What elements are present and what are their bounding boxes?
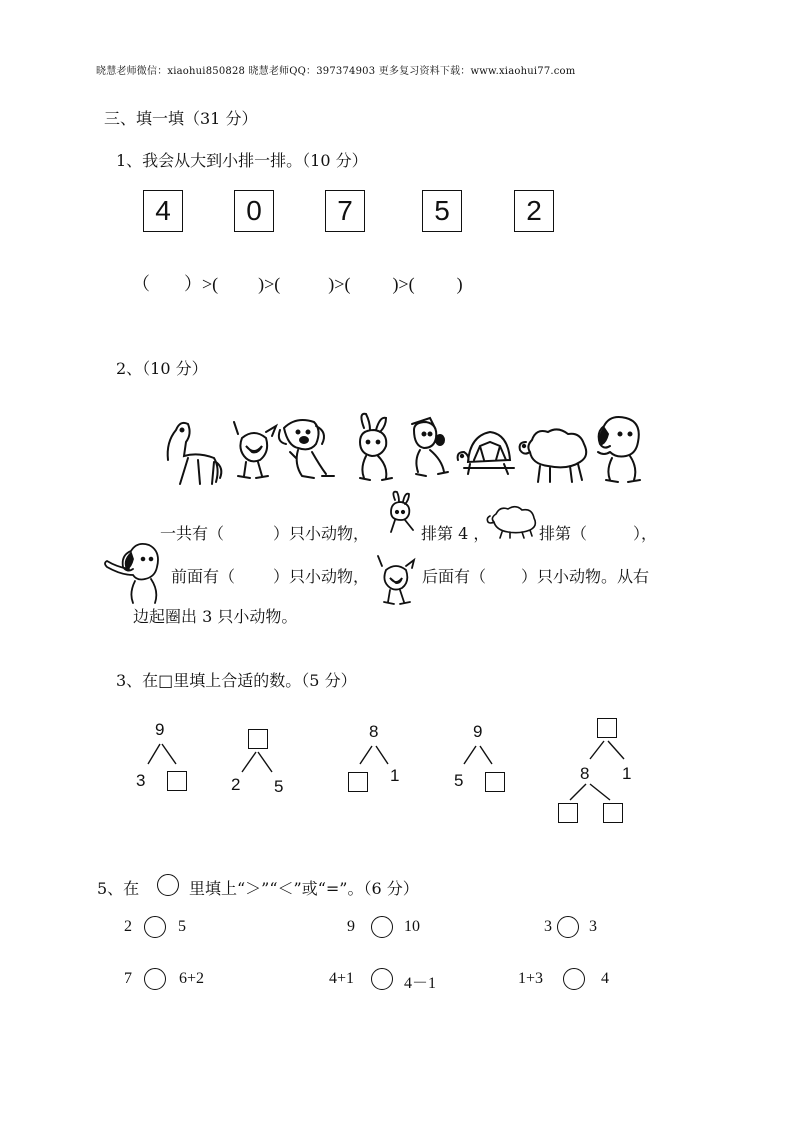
compare-right: 4	[601, 970, 609, 987]
compare-circle[interactable]	[371, 968, 393, 990]
q2-line1-b: ）只小动物，	[273, 524, 370, 543]
tree-top-number: 9	[155, 720, 165, 739]
q2-line2-b: ）只小动物，	[273, 567, 370, 586]
blank[interactable]: )>(	[258, 274, 281, 294]
compare-circle[interactable]	[144, 916, 166, 938]
tree-branches	[580, 741, 636, 763]
q2-line1-d: 排第（	[539, 524, 588, 543]
compare-left: 4+1	[329, 970, 355, 987]
question-3-title: 3、在□里填上合适的数。（5 分）	[116, 671, 357, 690]
question-1-title: 1、我会从大到小排一排。（10 分）	[116, 151, 368, 170]
compare-circle[interactable]	[371, 916, 393, 938]
rabbit-icon[interactable]	[360, 414, 392, 480]
compare-circle[interactable]	[563, 968, 585, 990]
question-2-title: 2、（10 分）	[116, 359, 208, 378]
monkey-icon[interactable]	[412, 418, 448, 476]
compare-circle[interactable]	[144, 968, 166, 990]
compare-right: 3	[589, 918, 597, 935]
compare-left: 7	[124, 970, 132, 987]
blank[interactable]: )>(	[328, 274, 351, 294]
question-5-title-b: 里填上“＞”“＜”或“=”。（6 分）	[189, 879, 419, 898]
answer-box[interactable]	[167, 771, 187, 791]
compare-right: 4－1	[404, 975, 437, 992]
compare-line	[132, 270, 463, 296]
tree-top-number: 8	[369, 722, 379, 741]
animal-row	[158, 412, 648, 492]
q2-line1-c: 排第 4 ，	[421, 524, 490, 543]
answer-box[interactable]	[248, 729, 268, 749]
number-box: 4	[143, 190, 183, 232]
compare-left: 9	[347, 918, 355, 935]
q2-line2-d: ）只小动物。从右	[521, 567, 650, 586]
dog-icon[interactable]	[279, 420, 334, 478]
rabbit-icon	[383, 490, 419, 534]
sheep-icon[interactable]	[520, 429, 587, 482]
answer-box[interactable]	[485, 772, 505, 792]
blank[interactable]: ）>(	[184, 274, 219, 294]
answer-box[interactable]	[558, 803, 578, 823]
number-box: 5	[422, 190, 462, 232]
compare-right: 6+2	[179, 970, 205, 987]
question-5-title-a: 5、在	[97, 879, 140, 898]
sheep-icon	[486, 502, 538, 538]
q2-line2-c: 后面有（	[422, 567, 487, 586]
tree-top-number: 9	[473, 722, 483, 741]
number-box: 7	[325, 190, 365, 232]
answer-box[interactable]	[597, 718, 617, 738]
circle-symbol	[157, 874, 179, 896]
horse-icon[interactable]	[168, 423, 222, 484]
compare-right: 10	[404, 918, 420, 935]
elephant-icon[interactable]	[598, 417, 640, 482]
page-header: 晓慧老师微信：xiaohui850828 晓慧老师QQ：397374903 更多复习资料下载：www.xiaohui77.com	[96, 66, 576, 77]
tree-branches	[456, 746, 506, 768]
compare-right: 5	[178, 918, 186, 935]
blank-open[interactable]: （	[132, 274, 150, 294]
q2-line3: 边起圈出 3 只小动物。	[133, 607, 298, 626]
turtle-icon[interactable]	[458, 432, 514, 474]
compare-left: 2	[124, 918, 132, 935]
tree-mid-number: 8	[580, 764, 590, 783]
tree-left-number: 2	[231, 775, 241, 794]
compare-left: 1+3	[518, 970, 544, 987]
bird-icon	[372, 552, 420, 606]
compare-left: 3	[544, 918, 552, 935]
tree-branches	[232, 752, 282, 776]
blank[interactable]: )>(	[392, 274, 415, 294]
tree-right-number: 5	[274, 777, 284, 796]
tree-left-number: 3	[136, 771, 146, 790]
tree-right-number: 1	[390, 766, 400, 785]
tree-branches	[140, 744, 190, 768]
blank-close[interactable]: )	[456, 274, 463, 294]
number-box: 0	[234, 190, 274, 232]
q2-line2-a: 前面有（	[171, 567, 236, 586]
tree-left-number: 5	[454, 771, 464, 790]
tree-right-number: 1	[622, 764, 632, 783]
elephant-icon	[101, 541, 165, 605]
tree-branches	[560, 784, 630, 804]
compare-circle[interactable]	[557, 916, 579, 938]
q2-line1-a: 一共有（	[160, 524, 225, 543]
answer-box[interactable]	[348, 772, 368, 792]
bird-icon[interactable]	[234, 422, 276, 478]
tree-branches	[352, 746, 402, 768]
answer-box[interactable]	[603, 803, 623, 823]
number-box: 2	[514, 190, 554, 232]
q2-line1-e: ），	[633, 524, 658, 543]
section-title: 三、填一填（31 分）	[104, 109, 258, 128]
